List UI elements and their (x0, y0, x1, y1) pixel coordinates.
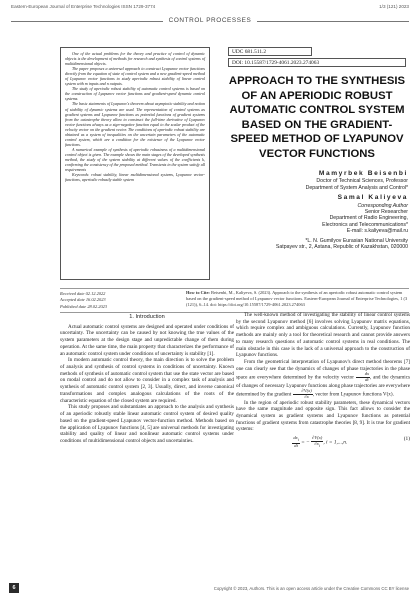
body-column-left (60, 312, 234, 445)
author-email[interactable]: E-mail: s.kaliyeva@mail.ru (346, 228, 408, 235)
body-text: , vector from Lyapunov functions V(x). (312, 391, 394, 398)
corresponding-author-label: Corresponding Author (357, 202, 408, 209)
abstract-paragraph: The paper proposes a universal approach to construct Lyapunov vector functions directly from the equation of state of control system and a new gradient-speed method of Lyapunov vector functions to study aperiodic robust stability of linear control system with m inputs and n outputs. (65, 66, 205, 87)
author-name: Mamyrbek Beisenbi (318, 170, 408, 177)
equation-1: $\frac{dx_i}{dt}$ = − $\frac{\partial V(x)}{\partial x_i}$ , i = 1,...,n. (1) (293, 435, 410, 448)
body-paragraph: The well-known method of investigating the stability of linear control systems by the second Lyapunov method [6] involves solving Lyapunov matrix equations, which require complex and ambiguous calculations. Currently, Lyapunov function methods are mainly only a tool for theoretical research and cannot provide answers to many research questions of automatic control systems in real conditions. The main obstacle in this case is the lack of a universal approach to the construction of Lyapunov functions. (236, 312, 410, 359)
how-to-cite (186, 290, 410, 309)
abstract-keywords: Keywords: robust stability, linear multidimensional systems, Lyapunov vector-functions, aperiodic robustly stable system (65, 172, 205, 183)
accepted-date: Accepted date 16.02.2023 (60, 297, 106, 303)
journal-name: Eastern-European Journal of Enterprise Technologies ISSN 1729-3774 (11, 4, 156, 9)
author-department: Department of System Analysis and Control* (305, 184, 408, 191)
institution-address: Satpayev str., 2, Astana, Republic of Kazakhstan, 020000 (275, 244, 408, 251)
gradient-vector-formula: $\frac{\partial V(x)}{\partial x}$ (293, 389, 313, 399)
body-paragraph (236, 359, 410, 400)
published-date: Published date 28.02.2023 (60, 303, 108, 309)
author-department: Electronics and Telecommunications* (322, 221, 408, 228)
section-heading: 1. Introduction (129, 314, 165, 320)
license-footer: Copyright © 2023, Authors. This is an open access article under the Creative Commons CC BY license (213, 586, 409, 591)
section-banner (11, 17, 409, 27)
abstract-paragraph: One of the actual problems for the theory and practice of control of dynamic objects is the development of methods for research and synthesis of control systems of multidimensional objects. (65, 51, 205, 67)
author-name: Samal Kaliyeva (337, 194, 408, 202)
udc-code: UDC 681.511.2 (228, 47, 312, 56)
doi-link[interactable]: DOI: 10.15587/1729-4061.2023.274063 (228, 58, 406, 67)
body-text: , and the dynamics of changes of necessary Lyapunov functions along phase trajectories are everywhere determined by the gradient (236, 374, 410, 398)
velocity-vector-formula: $\frac{dx}{dt}$ (356, 372, 370, 382)
body-column-right (236, 312, 410, 451)
author-position: Doctor of Technical Sciences, Professor (316, 178, 408, 185)
author-department: Department of Radio Engineering, (329, 215, 408, 222)
body-text: From the geometrical interpretation of Lyapunov's direct method theorems [7] one can clearly see that the dynamics of changes of phase trajectories in the phase space are everywhere determined by the velocity vector (236, 359, 410, 381)
abstract-paragraph: The study of aperiodic robust stability of automatic control systems is based on the construction of Lyapunov vector functions and gradient-speed dynamic control systems. (65, 86, 205, 102)
received-date: Received date 02.12.2022 (60, 291, 106, 296)
abstract-paragraph: A numerical example of synthesis of aperiodic robustness of a multidimensional control object is given. The example shows the main stages of the developed synthesis method, the study of the system stability at different values of the coefficients k, confirming the consistency of the proposed method. Transients in the system satisfy all requirements (65, 146, 205, 173)
body-paragraph: In modern automatic control theory, the main direction is to solve the problem of analysis and synthesis of control systems in conditions of uncertainty. Known methods of synthesis of automatic control system that use the state vector are based on modal control and do not allow to consider in a complex task of analysis and synthesis of automatic control system [2, 3]. Usually, direct, and inverse canonical transformations and complex analogous calculations of the roots of the characteristic equation of the closed system are required. (60, 357, 234, 404)
cite-text: Beisenbi, M., Kaliyeva, S. (2023). Approach to the synthesis of an aperiodic robust automatic control system based on the gradient-speed method of Lyapunov vector functions. Eastern-European Journal of Enterprise Technologies, 1 (3 (121)), 6–14. doi: https://doi.org/10.15587/1729-4061.2023.274063 (186, 290, 408, 308)
running-head (11, 4, 409, 12)
article-dates (60, 291, 170, 310)
body-paragraph: In the region of aperiodic robust stability parameters, these dynamical vectors have the same magnitude and opposite sign. This fact allows to consider the dynamical system as gradient systems and Lyapunov functions as potential functions of gradient systems from catastrophe theories [8, 9]. It is true for gradient systems: (236, 399, 410, 433)
institution-name: *L. N. Gumilyov Eurasian National University (305, 237, 408, 244)
issue-number: 1/3 (121) 2023 (379, 4, 409, 9)
page-number: 6 (9, 583, 19, 593)
divider (60, 288, 409, 289)
paper-title: APPROACH TO THE SYNTHESIS OF AN APERIODIC ROBUST AUTOMATIC CONTROL SYSTEM BASED ON THE GRADIENT-SPEED METHOD OF LYAPUNOV VECTOR FUNCTIONS (228, 75, 406, 160)
abstract-paragraph: The basic statements of Lyapunov's theorem about asymptotic stability and notion of stability of dynamic systems are used. The representation of control systems as gradient systems and Lyapunov functions as potential functions of gradient systems from the catastrophe theory allow to construct the full-time derivative of Lyapunov vector functions always as a sign-negative function equal to the scalar product of the velocity vector on the gradient vector. The conditions of aperiodic robust stability are obtained as a system of inequalities on the uncertain parameters of the automatic control system, which are a condition for the existence of the Lyapunov vector functions. (65, 101, 205, 147)
body-paragraph: This study proposes and substantiates an approach to the analysis and synthesis of an aperiodic robustly stable linear automatic control system of desired quality based on the gradient-speed Lyapunov vector-function method. Methods based on the application of Lyapunov functions [4, 5] are universal methods for investigating stability and quality of linear and nonlinear automatic control systems under conditions of multidimensional control objects and uncertainties. (60, 404, 234, 444)
section-rule-right (257, 21, 409, 22)
equation-number: (1) (403, 436, 410, 443)
body-paragraph: Actual automatic control systems are designed and operated under conditions of uncertainty. The uncertainty can be caused by not knowing the true values of the system parameters at the design stage and unpredictable change of them during operation. At the same time, the main property that characterizes the performance of an automatic control system under conditions of uncertainty is stability [1]. (60, 323, 234, 357)
author-block (226, 170, 408, 250)
abstract-box (60, 47, 210, 280)
cite-lead: How to Cite: (186, 290, 210, 295)
author-position: Senior Researcher (364, 209, 408, 216)
section-label: CONTROL PROCESSES (168, 17, 252, 24)
